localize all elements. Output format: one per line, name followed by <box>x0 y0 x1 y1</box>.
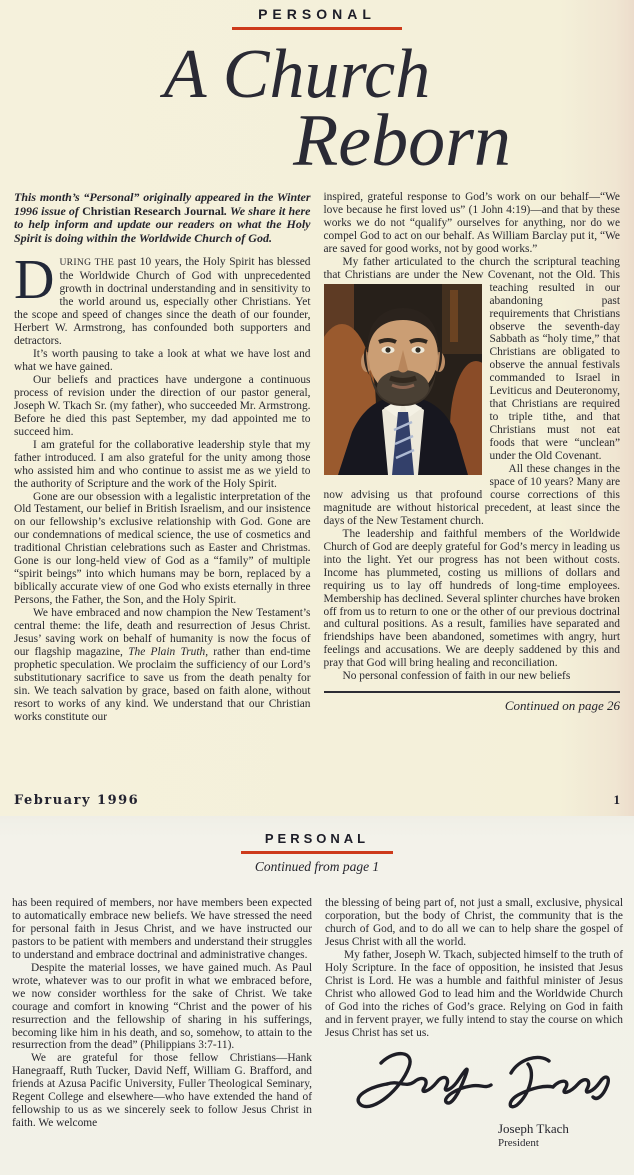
paragraph: has been required of members, nor have members been expected to automatically embrace new beliefs. We have stressed the need for personal faith in Jesus Christ, and we have instructed our pastors to be patient with members and understand their struggles to understand and embrace doctrinal and administrative changes. <box>12 897 312 961</box>
paragraph-text: “unclean” under the Old Covenant. <box>489 437 620 463</box>
kicker-personal: PERSONAL <box>258 6 376 22</box>
signatory-title: President <box>498 1137 539 1150</box>
paragraph-text: , rather than end-time prophetic speculation. We proclaim the sufficiency of our Lord’s substitutionary sacrifice to save us from the death penalty for sin. We teach salvation by grace, based on faith alone, without resort to works of any kind. We understand that our Christian works constitute our <box>14 645 311 723</box>
paragraph-text: My father articulated to the church the scriptural teaching that Christians are under the New Covenant, <box>323 255 620 281</box>
page-number: 1 <box>613 792 620 807</box>
page1-footer <box>14 792 620 808</box>
paragraph: the blessing of being part of, not just a small, exclusive, physical corporation, but the body of Christ, the community that is the church of God, and to do all we can to help share the gospel of Jesus Christ with all the world. <box>325 897 623 948</box>
intro-part2: . We share it here to help inform and update our readers on what the Holy Spirit is doing within the Worldwide Church of God. <box>14 203 311 245</box>
paragraph: Gone are our obsession with a legalistic interpretation of the Old Testament, our belief in British Israelism, and our insistence on our fellowship’s exclusive relationship with God. Gone are our condemnations of medical science, the use of cosmetics and traditional Christian celebrations such as Easter and Christmas. Gone is our long-held view of God as a “family” of multiple “spirit beings” into which humans may be born, replaced by a biblically accurate view of one God who exists eternally in three Persons, the Father, the Son, and the Holy Spirit. <box>14 490 311 607</box>
paragraph-text: past 10 years, the Holy Spirit has blessed the Worldwide Church of God with unprecedented growth in doctrinal understanding and in sensitivity to the world around us, especially other Christians. Yet the scope and speed of changes since the death of our founder, Herbert W. Armstrong, has confounded both supporters and detractors. <box>14 256 311 348</box>
magazine-name: The Plain Truth <box>128 645 206 658</box>
paragraph-text: not the Old. This teaching resulted in our abandoning past requirements that Christians observe the seventh-day Sabbath as “holy time,” that Christians are obligated to observe the annual festivals commanded to Israel in Leviticus and Deuteronomy, that Christians are required to triple tithe, and that Christians must not eat foods that were <box>489 268 620 450</box>
page2-right-column <box>325 897 623 1149</box>
signatory-name: Joseph Tkach <box>498 1121 569 1137</box>
smallcaps-lead: URING THE <box>59 257 115 269</box>
paragraph-plain-truth <box>14 607 311 724</box>
article-title-line2: Reborn <box>293 100 511 182</box>
paragraph: We are grateful for those fellow Christians—Hank Hanegraaff, Ruth Tucker, David Neff, William G. Brafford, and friends at Azusa Pacific University, Fuller Theological Seminary, Regent College and elsewhere—who have extended the hand of fellowship to us as we sincerely seek to follow Jesus Christ in faith. We welcome <box>12 1052 312 1130</box>
paragraph: I am grateful for the collaborative leadership style that my father introduced. I am also grateful for the unity among those who assisted him and who continue to assist me as we yield to the authority of Scripture and the work of the Holy Spirit. <box>14 438 311 490</box>
paragraph: The leadership and faithful members of the Worldwide Church of God are deeply grateful for God’s mercy in leading us into the light. Yet our progress has not been without costs. Income has plummeted, costing us millions of dollars and requiring us to lay off hundreds of long-time employees. Membership has declined. Several splinter churches have broken off from us to return to one or the other of our previous doctrinal and cultural positions. As a result, families have separated and friendships have been abandoned, sometimes with angry, hurt feelings and accusations. We are deeply saddened by this and pray that God will bring healing and reconciliation. <box>323 527 620 670</box>
issue-date: February 1996 <box>14 793 140 808</box>
handwritten-signature <box>335 1047 615 1119</box>
paragraph-text: We have embraced and now champion the New Testament’s central theme: the life, death and resurrection of Jesus Christ. Jesus’ saving work on behalf of humanity is now the focus of our flagship magazine, <box>14 607 311 658</box>
joseph-tkach-portrait-illustration <box>324 284 482 475</box>
paragraph: inspired, grateful response to God’s work on our behalf—“We love because he first loved us” (1 John 4:19)—and that by these works we do not “qualify” ourselves for anything, nor do we compel God to act on our behalf. As William Barclay put it, “We are saved for good works, not by good works.” <box>323 191 620 255</box>
paragraph-dropcap <box>14 249 311 348</box>
paragraph: Our beliefs and practices have undergone a continuous process of revision under the direction of our pastor general, Joseph W. Tkach Sr. (my father), who succeeded Mr. Armstrong. Before he died this past September, my dad appointed me to succeed him. <box>14 373 311 438</box>
dropcap-letter: D <box>14 249 55 312</box>
magazine-page-2 <box>0 816 634 1175</box>
page1-right-column <box>324 191 621 724</box>
continued-on-note: Continued on page 26 <box>504 697 620 713</box>
page1-header <box>0 0 634 30</box>
signature-block <box>325 1047 623 1149</box>
intro-part1: This month’s “Personal” originally appeared in the Winter 1996 issue of <box>14 190 311 218</box>
signature-name-block <box>498 1121 623 1149</box>
intro-journal-name: Christian Research Journal <box>82 203 225 218</box>
paragraph: My father, Joseph W. Tkach, subjected himself to the truth of Holy Scripture. In the face of opposition, he insisted that Jesus Christ is Lord. He was a humble and faithful minister of Jesus Christ who allowed God to lead him and the Worldwide Church of God into the riches of God’s grace. Relying on God in faith and in fervent prayer, we fully intend to stay the course on which Jesus Christ has set us. <box>325 948 623 1039</box>
paragraph: All these changes in the space of 10 years? Many are now advising us that profound course corrections of this magnitude are without historical precedent, at least since the days of the New Testament church. <box>323 463 620 527</box>
page2-columns <box>0 897 634 1149</box>
kicker-red-rule <box>241 851 393 854</box>
portrait-photo <box>324 284 482 475</box>
continued-rule <box>324 691 621 693</box>
page2-left-column <box>12 897 312 1149</box>
article-title-line1: A Church <box>163 36 431 113</box>
intro-note <box>14 191 311 245</box>
paragraph: Despite the material losses, we have gained much. As Paul wrote, whatever was to our profit in what we embraced before, we now consider worthless for the sake of Christ. We take courage and comfort in knowing “Christ and the power of his resurrection and the fellowship of sharing in his sufferings, becoming like him in his death, and so, somehow, to attain to the resurrection from the dead” (Philippians 3:7-11). <box>12 961 312 1052</box>
page2-header <box>0 816 634 875</box>
page1-columns <box>0 191 634 724</box>
kicker-personal: PERSONAL <box>264 831 370 846</box>
continued-from-note: Continued from page 1 <box>254 859 380 874</box>
paragraph: No personal confession of faith in our new beliefs <box>342 670 571 683</box>
article-title <box>0 36 634 182</box>
kicker-red-rule <box>232 27 402 30</box>
page1-left-column <box>14 191 311 724</box>
paragraph-with-photo <box>324 256 621 463</box>
paragraph: It’s worth pausing to take a look at what we have lost and what we have gained. <box>14 348 311 373</box>
